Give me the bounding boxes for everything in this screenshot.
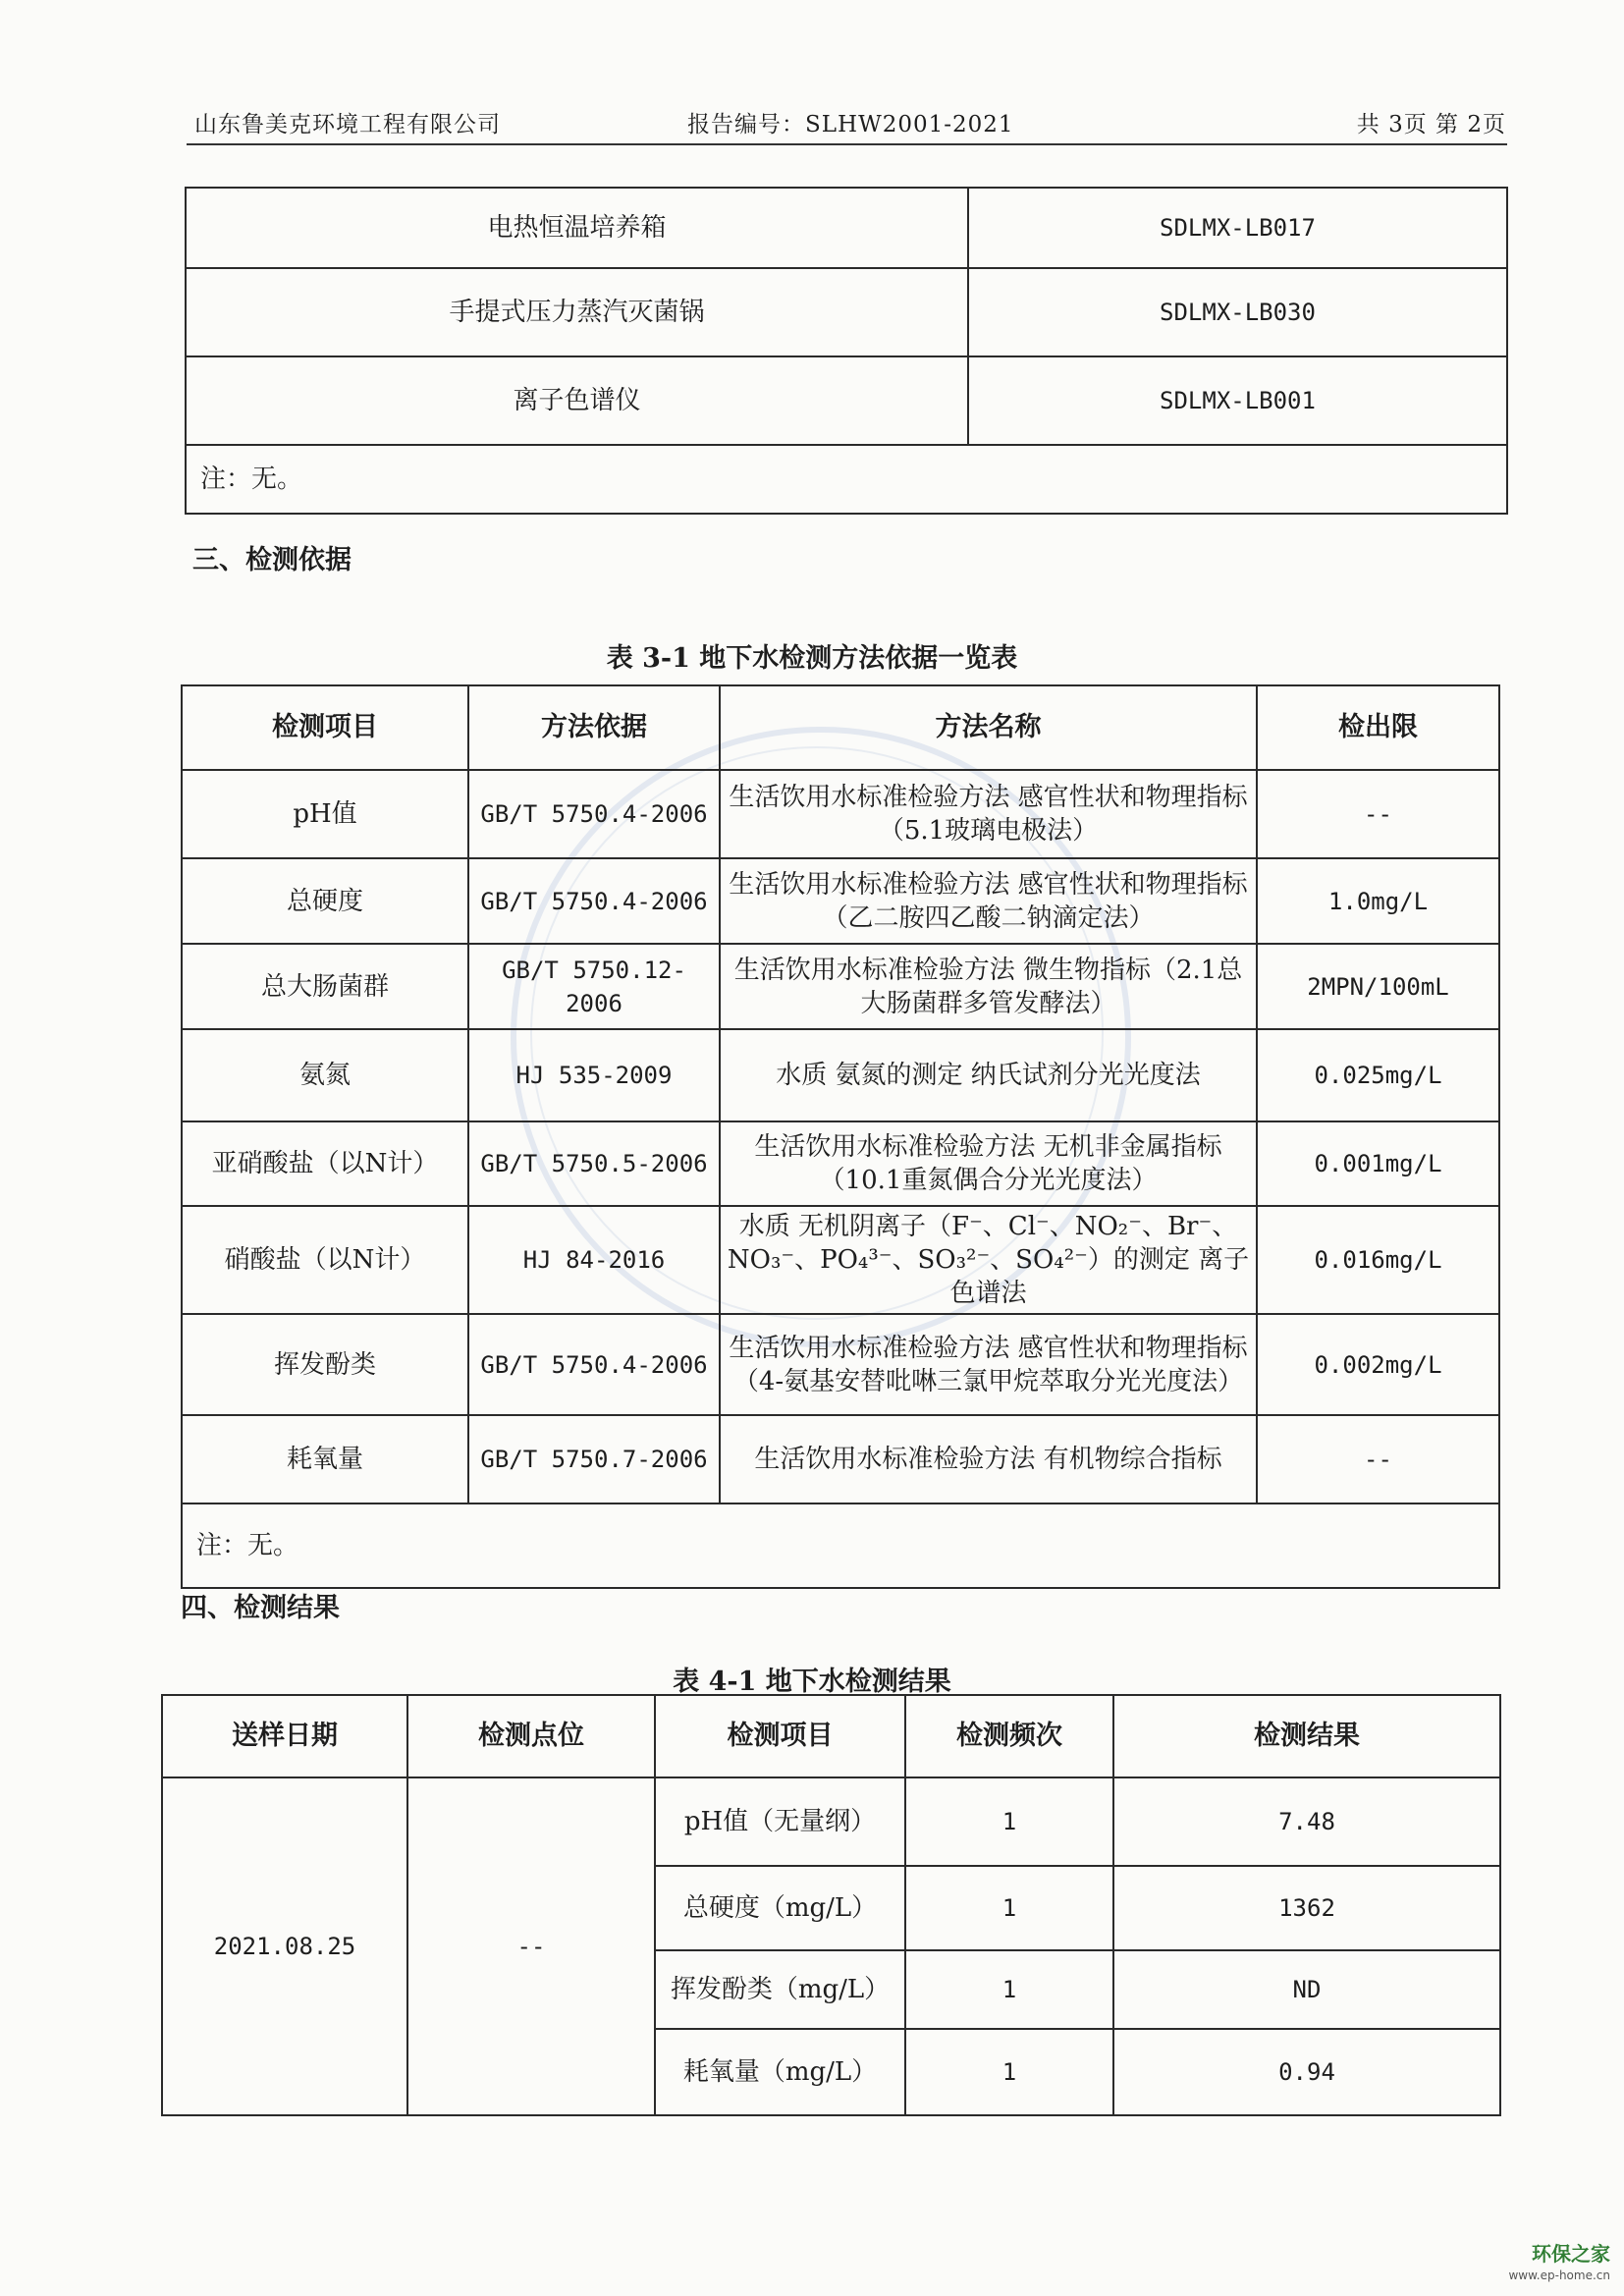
method-cell: 生活饮用水标准检验方法 无机非金属指标（10.1重氮偶合分光光度法） xyxy=(720,1121,1257,1206)
header-company: 山东鲁美克环境工程有限公司 xyxy=(194,112,501,137)
table-header-row xyxy=(162,1695,1500,1777)
item-cell: 挥发酚类 xyxy=(182,1314,468,1415)
freq-cell: 1 xyxy=(905,1866,1113,1950)
instrument-name: 电热恒温培养箱 xyxy=(186,188,968,268)
column-header: 检出限 xyxy=(1257,685,1499,770)
instrument-table xyxy=(185,187,1508,515)
method-table xyxy=(181,684,1500,1589)
item-cell: 氨氮 xyxy=(182,1029,468,1121)
item-cell: 硝酸盐（以N计） xyxy=(182,1206,468,1314)
basis-cell: HJ 84-2016 xyxy=(468,1206,720,1314)
instrument-code: SDLMX-LB017 xyxy=(968,188,1507,268)
limit-cell: 0.016mg/L xyxy=(1257,1206,1499,1314)
section-title: 四、检测结果 xyxy=(181,1593,340,1623)
limit-cell: 1.0mg/L xyxy=(1257,858,1499,944)
column-header: 检测项目 xyxy=(655,1695,905,1777)
table-row xyxy=(186,188,1507,268)
table-row xyxy=(186,268,1507,356)
result-cell: ND xyxy=(1113,1950,1500,2029)
table-row xyxy=(182,1503,1499,1588)
item-cell: 总硬度（mg/L） xyxy=(655,1866,905,1950)
table-row xyxy=(162,1777,1500,1866)
method-cell: 生活饮用水标准检验方法 微生物指标（2.1总大肠菌群多管发酵法） xyxy=(720,944,1257,1029)
item-cell: 总大肠菌群 xyxy=(182,944,468,1029)
result-table xyxy=(161,1694,1501,2116)
column-header: 检测结果 xyxy=(1113,1695,1500,1777)
table-row xyxy=(182,1314,1499,1415)
limit-cell: -- xyxy=(1257,1415,1499,1503)
table-row xyxy=(186,445,1507,514)
method-cell: 生活饮用水标准检验方法 感官性状和物理指标（乙二胺四乙酸二钠滴定法） xyxy=(720,858,1257,944)
header-rule xyxy=(187,143,1507,145)
table-caption: 表 3-1 地下水检测方法依据一览表 xyxy=(606,643,1018,674)
item-cell: 亚硝酸盐（以N计） xyxy=(182,1121,468,1206)
instrument-name: 离子色谱仪 xyxy=(186,356,968,445)
limit-cell: 0.025mg/L xyxy=(1257,1029,1499,1121)
item-cell: 耗氧量 xyxy=(182,1415,468,1503)
basis-cell: GB/T 5750.4-2006 xyxy=(468,1314,720,1415)
result-cell: 0.94 xyxy=(1113,2029,1500,2115)
instrument-name: 手提式压力蒸汽灭菌锅 xyxy=(186,268,968,356)
limit-cell: -- xyxy=(1257,770,1499,858)
item-cell: 挥发酚类（mg/L） xyxy=(655,1950,905,2029)
freq-cell: 1 xyxy=(905,1777,1113,1866)
method-cell: 水质 氨氮的测定 纳氏试剂分光光度法 xyxy=(720,1029,1257,1121)
table-note: 注：无。 xyxy=(186,445,1507,514)
method-cell: 生活饮用水标准检验方法 有机物综合指标 xyxy=(720,1415,1257,1503)
table-header-row xyxy=(182,685,1499,770)
table-row xyxy=(186,356,1507,445)
table-row xyxy=(182,1415,1499,1503)
item-cell: 总硬度 xyxy=(182,858,468,944)
table-note: 注：无。 xyxy=(182,1503,1499,1588)
column-header: 检测频次 xyxy=(905,1695,1113,1777)
freq-cell: 1 xyxy=(905,1950,1113,2029)
header-page: 共 3页 第 2页 xyxy=(1356,112,1506,137)
column-header: 送样日期 xyxy=(162,1695,407,1777)
table-row xyxy=(182,1121,1499,1206)
header-report-no: 报告编号：SLHW2001-2021 xyxy=(687,112,1014,137)
item-cell: pH值（无量纲） xyxy=(655,1777,905,1866)
sample-location: -- xyxy=(407,1777,655,2115)
basis-cell: GB/T 5750.12-2006 xyxy=(468,944,720,1029)
instrument-code: SDLMX-LB030 xyxy=(968,268,1507,356)
column-header: 方法名称 xyxy=(720,685,1257,770)
section-title: 三、检测依据 xyxy=(192,545,352,575)
basis-cell: HJ 535-2009 xyxy=(468,1029,720,1121)
limit-cell: 0.001mg/L xyxy=(1257,1121,1499,1206)
table-row xyxy=(182,1029,1499,1121)
table-caption: 表 4-1 地下水检测结果 xyxy=(673,1667,951,1697)
watermark-name: 环保之家 xyxy=(1532,2242,1610,2266)
limit-cell: 2MPN/100mL xyxy=(1257,944,1499,1029)
method-cell: 生活饮用水标准检验方法 感官性状和物理指标（4-氨基安替吡啉三氯甲烷萃取分光光度法） xyxy=(720,1314,1257,1415)
sample-date: 2021.08.25 xyxy=(162,1777,407,2115)
table-row xyxy=(182,944,1499,1029)
basis-cell: GB/T 5750.4-2006 xyxy=(468,858,720,944)
method-cell: 水质 无机阴离子（F⁻、Cl⁻、NO₂⁻、Br⁻、NO₃⁻、PO₄³⁻、SO₃²⁻、SO₄²⁻）的测定 离子色谱法 xyxy=(720,1206,1257,1314)
item-cell: 耗氧量（mg/L） xyxy=(655,2029,905,2115)
basis-cell: GB/T 5750.7-2006 xyxy=(468,1415,720,1503)
site-watermark xyxy=(1508,2243,1610,2286)
watermark-url: www.ep-home.cn xyxy=(1508,2269,1610,2282)
table-row xyxy=(182,770,1499,858)
instrument-code: SDLMX-LB001 xyxy=(968,356,1507,445)
freq-cell: 1 xyxy=(905,2029,1113,2115)
column-header: 检测项目 xyxy=(182,685,468,770)
result-cell: 7.48 xyxy=(1113,1777,1500,1866)
method-cell: 生活饮用水标准检验方法 感官性状和物理指标（5.1玻璃电极法） xyxy=(720,770,1257,858)
item-cell: pH值 xyxy=(182,770,468,858)
basis-cell: GB/T 5750.5-2006 xyxy=(468,1121,720,1206)
table-row xyxy=(182,1206,1499,1314)
basis-cell: GB/T 5750.4-2006 xyxy=(468,770,720,858)
column-header: 方法依据 xyxy=(468,685,720,770)
limit-cell: 0.002mg/L xyxy=(1257,1314,1499,1415)
result-cell: 1362 xyxy=(1113,1866,1500,1950)
table-row xyxy=(182,858,1499,944)
column-header: 检测点位 xyxy=(407,1695,655,1777)
